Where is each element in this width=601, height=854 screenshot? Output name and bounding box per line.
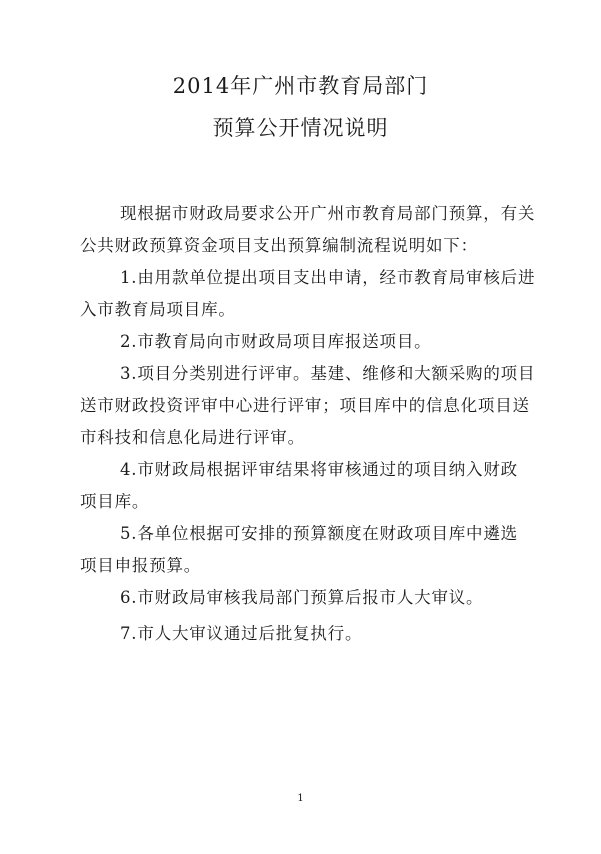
item-5-line-1: 5.各单位根据可安排的预算额度在财政项目库中遴选 [120,524,518,543]
item-4-line-2: 项目库。 [80,492,150,511]
page-subtitle: 预算公开情况说明 [212,116,389,140]
intro-line-1: 现根据市财政局要求公开广州市教育局部门预算，有关 [120,204,536,223]
item-6-line-1: 6.市财政局审核我局部门预算后报市人大审议。 [120,588,484,607]
page-title: 2014年广州市教育局部门 [172,74,429,98]
item-3-line-2: 送市财政投资评审中心进行评审；项目库中的信息化项目送 [80,396,530,415]
intro-line-2: 公共财政预算资金项目支出预算编制流程说明如下： [80,236,478,255]
item-3-line-1: 3.项目分类别进行评审。基建、维修和大额采购的项目 [120,364,536,383]
item-4-line-1: 4.市财政局根据评审结果将审核通过的项目纳入财政 [120,460,518,479]
item-3-line-3: 市科技和信息化局进行评审。 [80,428,305,447]
item-1-line-2: 入市教育局项目库。 [80,300,236,319]
page-number: 1 [297,793,304,804]
item-7-line-1: 7.市人大审议通过后批复执行。 [120,624,363,643]
item-2-line-1: 2.市教育局向市财政局项目库报送项目。 [120,332,432,351]
item-5-line-2: 项目申报预算。 [80,556,202,575]
item-1-line-1: 1.由用款单位提出项目支出申请，经市教育局审核后进 [120,268,536,287]
